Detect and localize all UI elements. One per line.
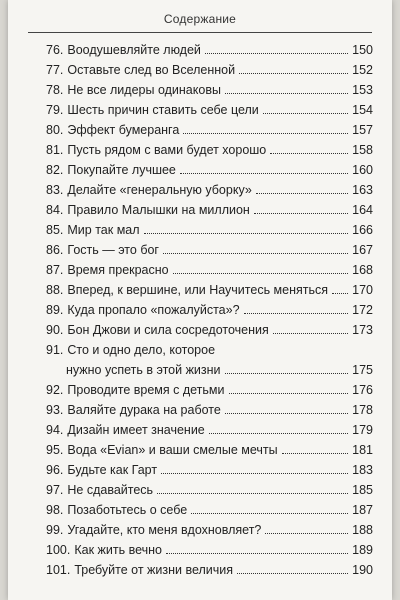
toc-number: 98.: [46, 503, 64, 517]
dot-leader: [273, 333, 348, 334]
toc-number: 83.: [46, 183, 64, 197]
dot-leader: [254, 213, 348, 214]
toc-number: 76.: [46, 43, 64, 57]
toc-number: 80.: [46, 123, 64, 137]
toc-title: Воодушевляйте людей: [67, 43, 201, 57]
toc-page: 158: [352, 143, 373, 157]
toc-title: Куда пропало «пожалуйста»?: [67, 303, 240, 317]
dot-leader: [157, 493, 348, 494]
toc-title: Правило Малышки на миллион: [67, 203, 250, 217]
toc-number: 96.: [46, 463, 64, 477]
toc-title: Позаботьтесь о себе: [67, 503, 188, 517]
dot-leader: [263, 113, 348, 114]
toc-page: 163: [352, 183, 373, 197]
toc-title: Валяйте дурака на работе: [67, 403, 221, 417]
toc-page: 188: [352, 523, 373, 537]
dot-leader: [244, 313, 349, 314]
dot-leader: [183, 133, 348, 134]
dot-leader: [265, 533, 348, 534]
toc-page: 181: [352, 443, 373, 457]
toc-entry: [28, 520, 373, 540]
toc-page: 185: [352, 483, 373, 497]
toc-page: 150: [352, 43, 373, 57]
toc-page: 172: [352, 303, 373, 317]
toc-title: Бон Джови и сила сосредоточения: [67, 323, 269, 337]
toc-title: Оставьте след во Вселенной: [67, 63, 236, 77]
toc-entry: [28, 180, 373, 200]
dot-leader: [225, 93, 348, 94]
book-page: [8, 0, 392, 600]
toc-entry: [28, 160, 373, 180]
toc-entry: [28, 540, 373, 560]
toc-entry: [28, 460, 373, 480]
dot-leader: [282, 453, 349, 454]
toc-page: 157: [352, 123, 373, 137]
toc-number: 94.: [46, 423, 64, 437]
toc-title: Вперед, к вершине, или Научитесь меняться: [67, 283, 329, 297]
toc-title: Делайте «генеральную уборку»: [67, 183, 252, 197]
toc-number: 100.: [46, 543, 71, 557]
toc-number: 79.: [46, 103, 64, 117]
toc-number: 84.: [46, 203, 64, 217]
toc-title: Проводите время с детьми: [67, 383, 225, 397]
toc-entry: [28, 240, 373, 260]
dot-leader: [163, 253, 348, 254]
toc-entry: [28, 280, 373, 300]
toc-number: 101.: [46, 563, 71, 577]
toc-title: Пусть рядом с вами будет хорошо: [67, 143, 267, 157]
dot-leader: [161, 473, 348, 474]
toc-entry: [28, 320, 373, 340]
toc-page: 176: [352, 383, 373, 397]
toc-page: 152: [352, 63, 373, 77]
toc-page: 190: [352, 563, 373, 577]
toc-page: 167: [352, 243, 373, 257]
toc-number: 99.: [46, 523, 64, 537]
toc-title: Дизайн имеет значение: [67, 423, 205, 437]
toc-entry: [28, 340, 373, 380]
dot-leader: [229, 393, 349, 394]
toc-entry: [28, 40, 373, 60]
toc-title: Требуйте от жизни величия: [74, 563, 234, 577]
toc-number: 92.: [46, 383, 64, 397]
dot-leader: [166, 553, 348, 554]
toc-page: 183: [352, 463, 373, 477]
toc-page: 187: [352, 503, 373, 517]
toc-number: 78.: [46, 83, 64, 97]
toc-page: 178: [352, 403, 373, 417]
toc-entry: [28, 480, 373, 500]
dot-leader: [173, 273, 349, 274]
dot-leader: [209, 433, 348, 434]
table-of-contents: [28, 40, 373, 580]
toc-page: 160: [352, 163, 373, 177]
toc-number: 95.: [46, 443, 64, 457]
toc-number: 88.: [46, 283, 64, 297]
dot-leader: [225, 373, 349, 374]
page-header: Содержание: [163, 12, 237, 26]
toc-number: 81.: [46, 143, 64, 157]
dot-leader: [191, 513, 348, 514]
toc-entry: [28, 220, 373, 240]
toc-number: 93.: [46, 403, 64, 417]
toc-title: Эффект бумеранга: [67, 123, 180, 137]
toc-number: 89.: [46, 303, 64, 317]
toc-title: Не сдавайтесь: [67, 483, 154, 497]
toc-entry: [28, 120, 373, 140]
toc-title: Сто и одно дело, которое: [67, 343, 216, 357]
dot-leader: [256, 193, 348, 194]
toc-entry: [28, 260, 373, 280]
toc-entry: [28, 200, 373, 220]
toc-page: 179: [352, 423, 373, 437]
toc-number: 82.: [46, 163, 64, 177]
toc-entry: [28, 420, 373, 440]
toc-entry: [28, 500, 373, 520]
toc-title: Покупайте лучшее: [67, 163, 176, 177]
dot-leader: [180, 173, 348, 174]
toc-entry: [28, 560, 373, 580]
toc-page: 168: [352, 263, 373, 277]
dot-leader: [270, 153, 348, 154]
toc-title: Мир так мал: [67, 223, 140, 237]
toc-entry: [28, 100, 373, 120]
toc-title: Угадайте, кто меня вдохновляет?: [67, 523, 262, 537]
toc-entry: [28, 60, 373, 80]
toc-entry: [28, 400, 373, 420]
toc-title: Время прекрасно: [67, 263, 169, 277]
toc-page: 166: [352, 223, 373, 237]
toc-page: 173: [352, 323, 373, 337]
toc-page: 164: [352, 203, 373, 217]
dot-leader: [332, 293, 348, 294]
toc-page: 153: [352, 83, 373, 97]
toc-title: Шесть причин ставить себе цели: [67, 103, 259, 117]
dot-leader: [239, 73, 348, 74]
toc-page: 170: [352, 283, 373, 297]
toc-number: 97.: [46, 483, 64, 497]
toc-title: Гость — это бог: [67, 243, 159, 257]
toc-number: 90.: [46, 323, 64, 337]
toc-entry: [28, 380, 373, 400]
dot-leader: [144, 233, 349, 234]
toc-page: 154: [352, 103, 373, 117]
toc-title: Будьте как Гарт: [67, 463, 158, 477]
toc-title: Вода «Evian» и ваши смелые мечты: [67, 443, 278, 457]
toc-entry: [28, 80, 373, 100]
toc-page: 175: [352, 363, 373, 377]
toc-entry: [28, 140, 373, 160]
toc-title-continued: нужно успеть в этой жизни: [66, 363, 221, 377]
toc-title: Не все лидеры одинаковы: [67, 83, 221, 97]
toc-number: 87.: [46, 263, 64, 277]
toc-entry: [28, 440, 373, 460]
toc-number: 91.: [46, 343, 64, 357]
dot-leader: [237, 573, 348, 574]
toc-number: 85.: [46, 223, 64, 237]
toc-title: Как жить вечно: [74, 543, 162, 557]
toc-number: 77.: [46, 63, 64, 77]
toc-page: 189: [352, 543, 373, 557]
toc-number: 86.: [46, 243, 64, 257]
dot-leader: [205, 53, 348, 54]
dot-leader: [225, 413, 348, 414]
header-rule: [28, 32, 372, 33]
toc-entry: [28, 300, 373, 320]
